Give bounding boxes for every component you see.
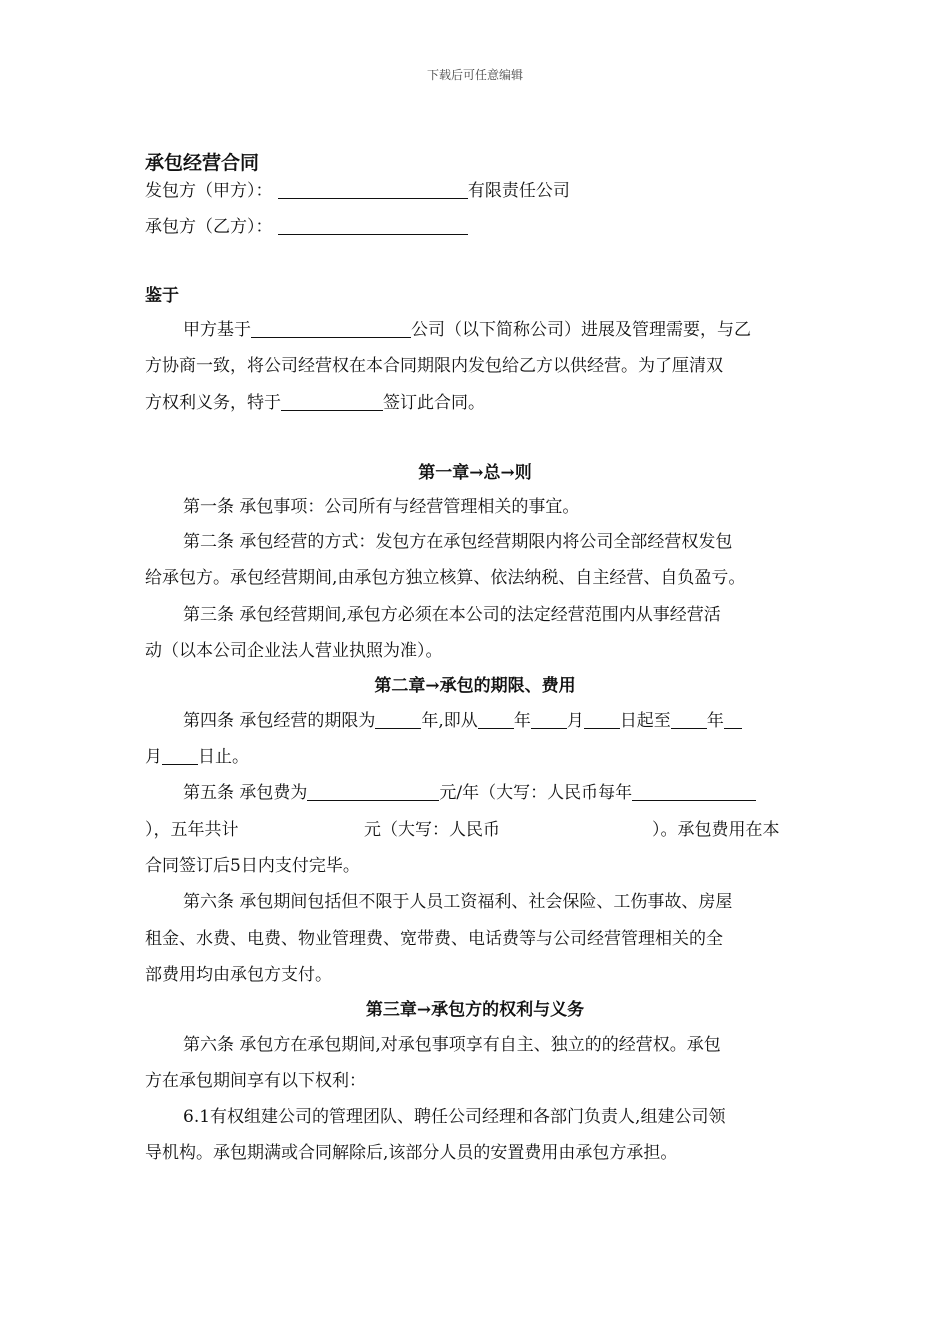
company-blank <box>251 320 411 338</box>
right-6-1-line-2: 导机构。承包期满或合同解除后,该部分人员的安置费用由承包方承担。 <box>145 1143 678 1163</box>
party-a-blank <box>278 181 468 199</box>
article-5-line-2-end: ）。承包费用在本 <box>652 820 780 840</box>
article-4-text: 年 <box>513 711 531 731</box>
start-month-blank <box>531 711 567 729</box>
article-6-line-1: 第六条 承包期间包括但不限于人员工资福利、社会保险、工伤事故、房屋 <box>183 892 733 912</box>
whereas-text: 方权利义务，特于 <box>145 393 281 413</box>
chapter-3-article-6-line-1: 第六条 承包方在承包期间,对承包事项享有自主、独立的的经营权。承包 <box>183 1035 721 1055</box>
party-b-line <box>145 212 468 237</box>
start-day-blank <box>584 711 620 729</box>
article-1: 第一条 承包事项：公司所有与经营管理相关的事宜。 <box>183 497 580 517</box>
article-4-line-1 <box>183 706 742 731</box>
article-5-text: 第五条 承包费为 <box>183 783 308 803</box>
end-month-blank <box>724 711 742 729</box>
article-2-line-2: 给承包方。承包经营期间,由承包方独立核算、依法纳税、自主经营、自负盈亏。 <box>145 568 746 588</box>
whereas-text: 公司（以下简称公司）进展及管理需要，与乙 <box>411 320 751 340</box>
whereas-text: 甲方基于 <box>183 320 251 340</box>
article-3-line-2: 动（以本公司企业法人营业执照为准）。 <box>145 641 443 661</box>
article-6-line-3: 部费用均由承包方支付。 <box>145 965 332 985</box>
article-4-text: 年 <box>706 711 724 731</box>
article-4-text: 日起至 <box>619 711 671 731</box>
article-4-text: 月 <box>145 747 162 767</box>
article-4-text: 年,即从 <box>421 711 478 731</box>
party-b-blank <box>278 217 468 235</box>
article-5-text: 元/年（大写：人民币每年 <box>439 783 633 803</box>
article-3-line-1: 第三条 承包经营期间,承包方必须在本公司的法定经营范围内从事经营活 <box>183 605 721 625</box>
chapter-2-heading: 第二章→承包的期限、费用 <box>374 676 576 696</box>
article-5-line-3: 合同签订后5日内支付完毕。 <box>145 856 360 876</box>
header-note: 下载后可任意编辑 <box>426 68 523 82</box>
start-year-blank <box>478 711 514 729</box>
party-a-label: 发包方（甲方）： <box>145 181 273 201</box>
party-a-line <box>145 176 570 201</box>
years-blank <box>375 711 421 729</box>
fee-blank <box>307 783 439 801</box>
article-4-text: 第四条 承包经营的期限为 <box>183 711 376 731</box>
article-4-text: 日止。 <box>198 747 249 767</box>
chapter-3-heading: 第三章→承包方的权利与义务 <box>365 1000 585 1020</box>
party-a-suffix: 有限责任公司 <box>467 181 570 201</box>
chapter-3-article-6-line-2: 方在承包期间享有以下权利： <box>145 1071 366 1091</box>
article-5-line-1 <box>183 778 756 803</box>
article-5-line-2 <box>145 815 239 840</box>
article-2-line-1: 第二条 承包经营的方式：发包方在承包经营期限内将公司全部经营权发包 <box>183 532 733 552</box>
whereas-line-1 <box>183 315 751 340</box>
party-b-label: 承包方（乙方）： <box>145 217 273 237</box>
whereas-text: 签订此合同。 <box>383 393 485 413</box>
whereas-heading: 鉴于 <box>145 286 179 306</box>
whereas-line-3 <box>145 388 485 413</box>
place-blank <box>281 393 383 411</box>
whereas-line-2: 方协商一致，将公司经营权在本合同期限内发包给乙方以供经营。为了厘清双 <box>145 356 723 376</box>
article-6-line-2: 租金、水费、电费、物业管理费、宽带费、电话费等与公司经营管理相关的全 <box>145 929 723 949</box>
end-year-blank <box>671 711 707 729</box>
fee-words-blank <box>632 783 756 801</box>
chapter-1-heading: 第一章→总→则 <box>418 463 532 483</box>
document-title: 承包经营合同 <box>145 152 260 174</box>
article-4-text: 月 <box>566 711 584 731</box>
article-4-line-2 <box>145 742 249 767</box>
article-5-line-2-mid: 元（大写：人民币 <box>364 820 500 840</box>
right-6-1-line-1: 6.1有权组建公司的管理团队、聘任公司经理和各部门负责人,组建公司领 <box>183 1107 726 1127</box>
article-5-text: ），五年共计 <box>145 820 239 840</box>
end-day-blank <box>162 747 198 765</box>
